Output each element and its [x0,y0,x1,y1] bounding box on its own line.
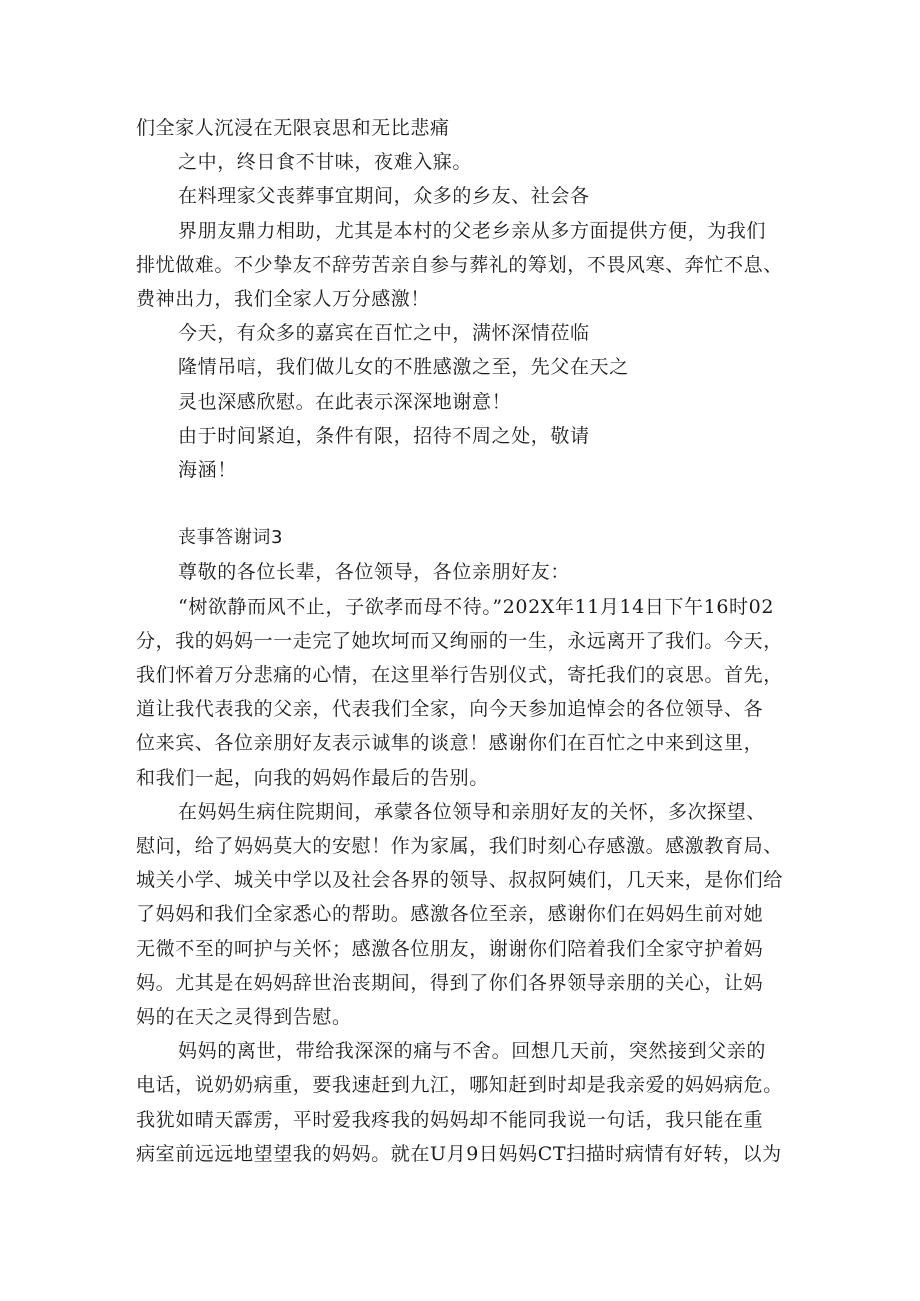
paragraph-line: 病室前远远地望望我的妈妈。就在U月9日妈妈CT扫描时病情有好转，以为 [136,1143,782,1165]
text-line: 之中，终日食不甘味，夜难入寐。 [178,151,473,173]
text-line: 今天，有众多的嘉宾在百忙之中，满怀深情莅临 [178,322,590,344]
paragraph-line: 和我们一起，向我的妈妈作最后的告别。 [136,767,489,789]
text-line: 界朋友鼎力相助，尤其是本村的父老乡亲从多方面提供方便，为我们 [178,220,767,242]
paragraph-line: 我犹如晴天霹雳，平时爱我疼我的妈妈却不能同我说一句话，我只能在重 [136,1109,764,1131]
text-line: 由于时间紧迫，条件有限，招待不周之处，敬请 [178,425,590,447]
salutation: 尊敬的各位长辈，各位领导，各位亲朋好友： [178,561,571,583]
text-line: 灵也深感欣慰。在此表示深深地谢意！ [178,391,512,413]
text-line: 排忧做难。不少挚友不辞劳苦亲自参与葬礼的筹划，不畏风寒、奔忙不息、 [136,254,783,276]
paragraph-line: “树欲静而风不止，子欲孝而母不待。”202X年11月14日下午16时02 [178,596,775,618]
paragraph-line: 我们怀着万分悲痛的心情，在这里举行告别仪式，寄托我们的哀思。首先， [136,664,783,686]
paragraph-line: 妈。尤其是在妈妈辞世治丧期间，得到了你们各界领导亲朋的关心，让妈 [136,972,764,994]
paragraph-line: 城关小学、城关中学以及社会各界的领导、叔叔阿姨们，几天来，是你们给 [136,869,783,891]
text-line: 海涵！ [178,459,237,481]
paragraph-line: 电话，说奶奶病重，要我速赶到九江，哪知赶到时却是我亲爱的妈妈病危。 [136,1074,783,1096]
paragraph-line: 分，我的妈妈一一走完了她坎坷而又绚丽的一生，永远离开了我们。今天， [136,630,783,652]
paragraph-line: 慰问，给了妈妈莫大的安慰！作为家属，我们时刻心存感激。感激教育局、 [136,835,783,857]
paragraph-line: 了妈妈和我们全家悉心的帮助。感激各位至亲，感谢你们在妈妈生前对她 [136,903,764,925]
section-title: 丧事答谢词3 [178,527,284,548]
paragraph-line: 妈妈的离世，带给我深深的痛与不舍。回想几天前，突然接到父亲的 [178,1040,767,1062]
text-line: 费神出力，我们全家人万分感激！ [136,288,431,310]
text-line: 们全家人沉浸在无限哀思和无比悲痛 [136,117,450,139]
text-line: 隆情吊唁，我们做儿女的不胜感激之至，先父在天之 [178,356,629,378]
text-line: 在料理家父丧葬事宜期间，众多的乡友、社会各 [178,185,590,207]
paragraph-line: 无微不至的呵护与关怀；感激各位朋友，谢谢你们陪着我们全家守护着妈 [136,938,764,960]
paragraph-line: 妈的在天之灵得到告慰。 [136,1006,352,1028]
paragraph-line: 位来宾、各位亲朋好友表示诚隼的谈意！感谢你们在百忙之中来到这里， [136,732,764,754]
paragraph-line: 在妈妈生病住院期间，承蒙各位领导和亲朋好友的关怀，多次探望、 [178,801,767,823]
paragraph-line: 道让我代表我的父亲，代表我们全家，向今天参加追悼会的各位领导、各 [136,698,764,720]
